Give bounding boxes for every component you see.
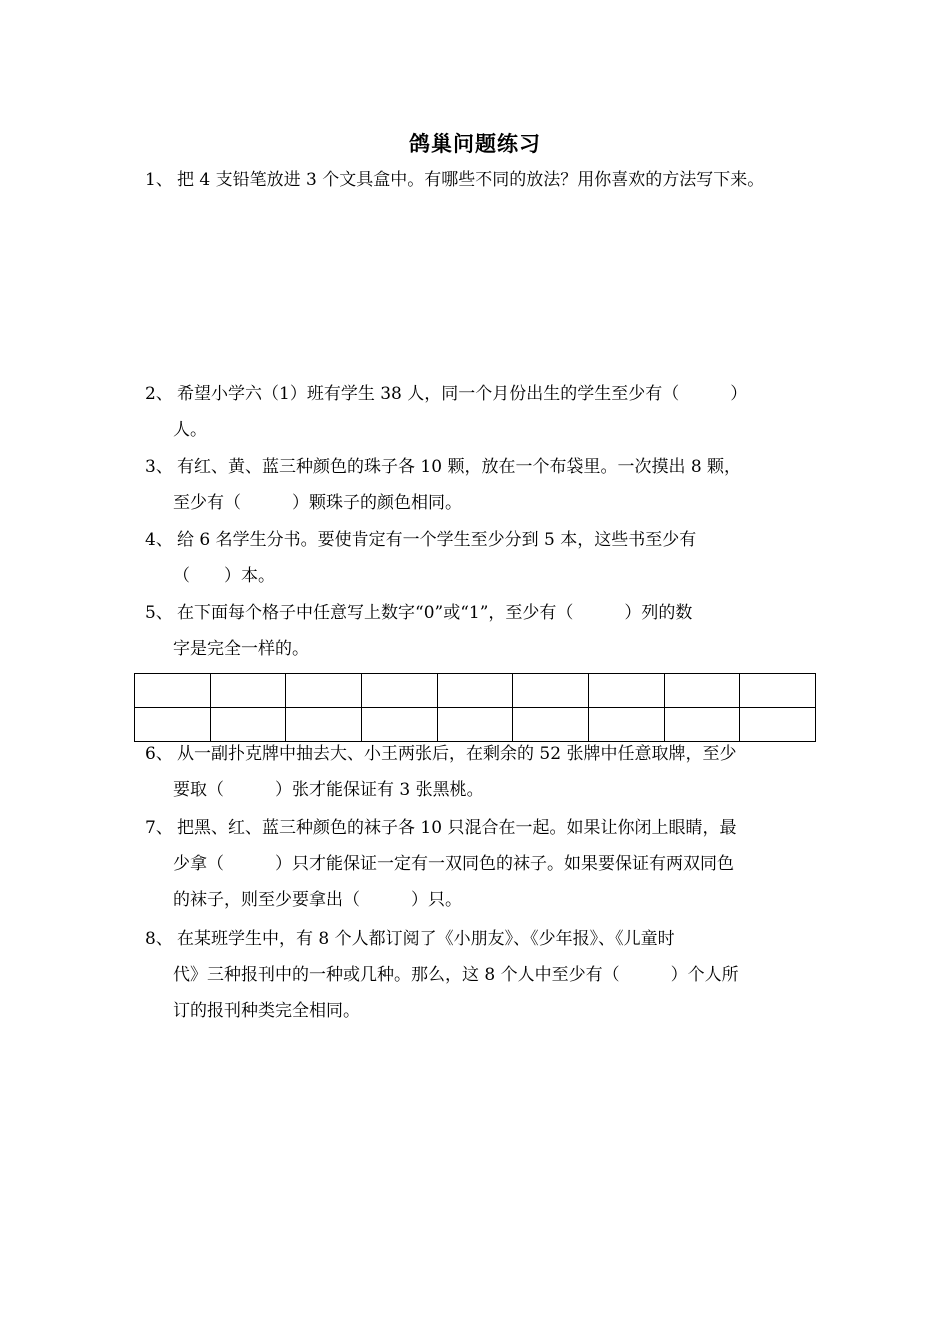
- question-5: [145, 595, 815, 667]
- question-text: 至少有（ ）颗珠子的颜色相同。: [173, 493, 462, 513]
- question-text: 订的报刊种类完全相同。: [173, 1001, 360, 1021]
- question-text: 在下面每个格子中任意写上数字“0”或“1”，至少有（ ）列的数: [177, 603, 693, 623]
- question-1: [145, 162, 815, 198]
- grid-cell[interactable]: [286, 674, 362, 708]
- question-text: （ ）本。: [173, 566, 275, 586]
- question-number: 2、: [145, 384, 173, 404]
- page-title: 鸽巢问题练习: [409, 131, 541, 156]
- question-text: 在某班学生中，有 8 个人都订阅了《小朋友》、《少年报》、《儿童时: [177, 929, 675, 949]
- question-number: 4、: [145, 530, 173, 550]
- question-6: [145, 736, 815, 808]
- question-text: 把 4 支铅笔放进 3 个文具盒中。有哪些不同的放法？用你喜欢的方法写下来。: [177, 170, 765, 190]
- question-number: 5、: [145, 603, 173, 623]
- question-number: 8、: [145, 929, 173, 949]
- grid-cell[interactable]: [361, 674, 437, 708]
- question-text: 字是完全一样的。: [173, 639, 309, 659]
- question-text: 少拿（ ）只才能保证一定有一双同色的袜子。如果要保证有两双同色: [173, 854, 734, 874]
- question-text: 代》三种报刊中的一种或几种。那么，这 8 个人中至少有（ ）个人所: [173, 965, 739, 985]
- answer-grid: [134, 673, 816, 742]
- grid-cell[interactable]: [135, 674, 211, 708]
- question-text: 希望小学六（1）班有学生 38 人，同一个月份出生的学生至少有（ ）: [177, 384, 748, 404]
- question-2: [145, 376, 815, 448]
- grid-row: [135, 674, 816, 708]
- grid-cell[interactable]: [588, 674, 664, 708]
- question-text: 人。: [173, 420, 207, 440]
- question-8: [145, 921, 815, 1029]
- question-number: 3、: [145, 457, 173, 477]
- question-7: [145, 810, 815, 918]
- question-text: 的袜子，则至少要拿出（ ）只。: [173, 890, 462, 910]
- question-3: [145, 449, 815, 521]
- question-text: 要取（ ）张才能保证有 3 张黑桃。: [173, 780, 484, 800]
- question-text: 把黑、红、蓝三种颜色的袜子各 10 只混合在一起。如果让你闭上眼睛，最: [177, 818, 737, 838]
- question-number: 7、: [145, 818, 173, 838]
- grid-cell[interactable]: [437, 674, 513, 708]
- question-number: 1、: [145, 170, 173, 190]
- grid-cell[interactable]: [513, 674, 589, 708]
- question-4: [145, 522, 815, 594]
- grid-cell[interactable]: [210, 674, 286, 708]
- question-text: 从一副扑克牌中抽去大、小王两张后，在剩余的 52 张牌中任意取牌，至少: [177, 744, 737, 764]
- question-text: 给 6 名学生分书。要使肯定有一个学生至少分到 5 本，这些书至少有: [177, 530, 697, 550]
- grid-cell[interactable]: [740, 674, 816, 708]
- question-number: 6、: [145, 744, 173, 764]
- grid-cell[interactable]: [664, 674, 740, 708]
- question-text: 有红、黄、蓝三种颜色的珠子各 10 颗，放在一个布袋里。一次摸出 8 颗，: [177, 457, 742, 477]
